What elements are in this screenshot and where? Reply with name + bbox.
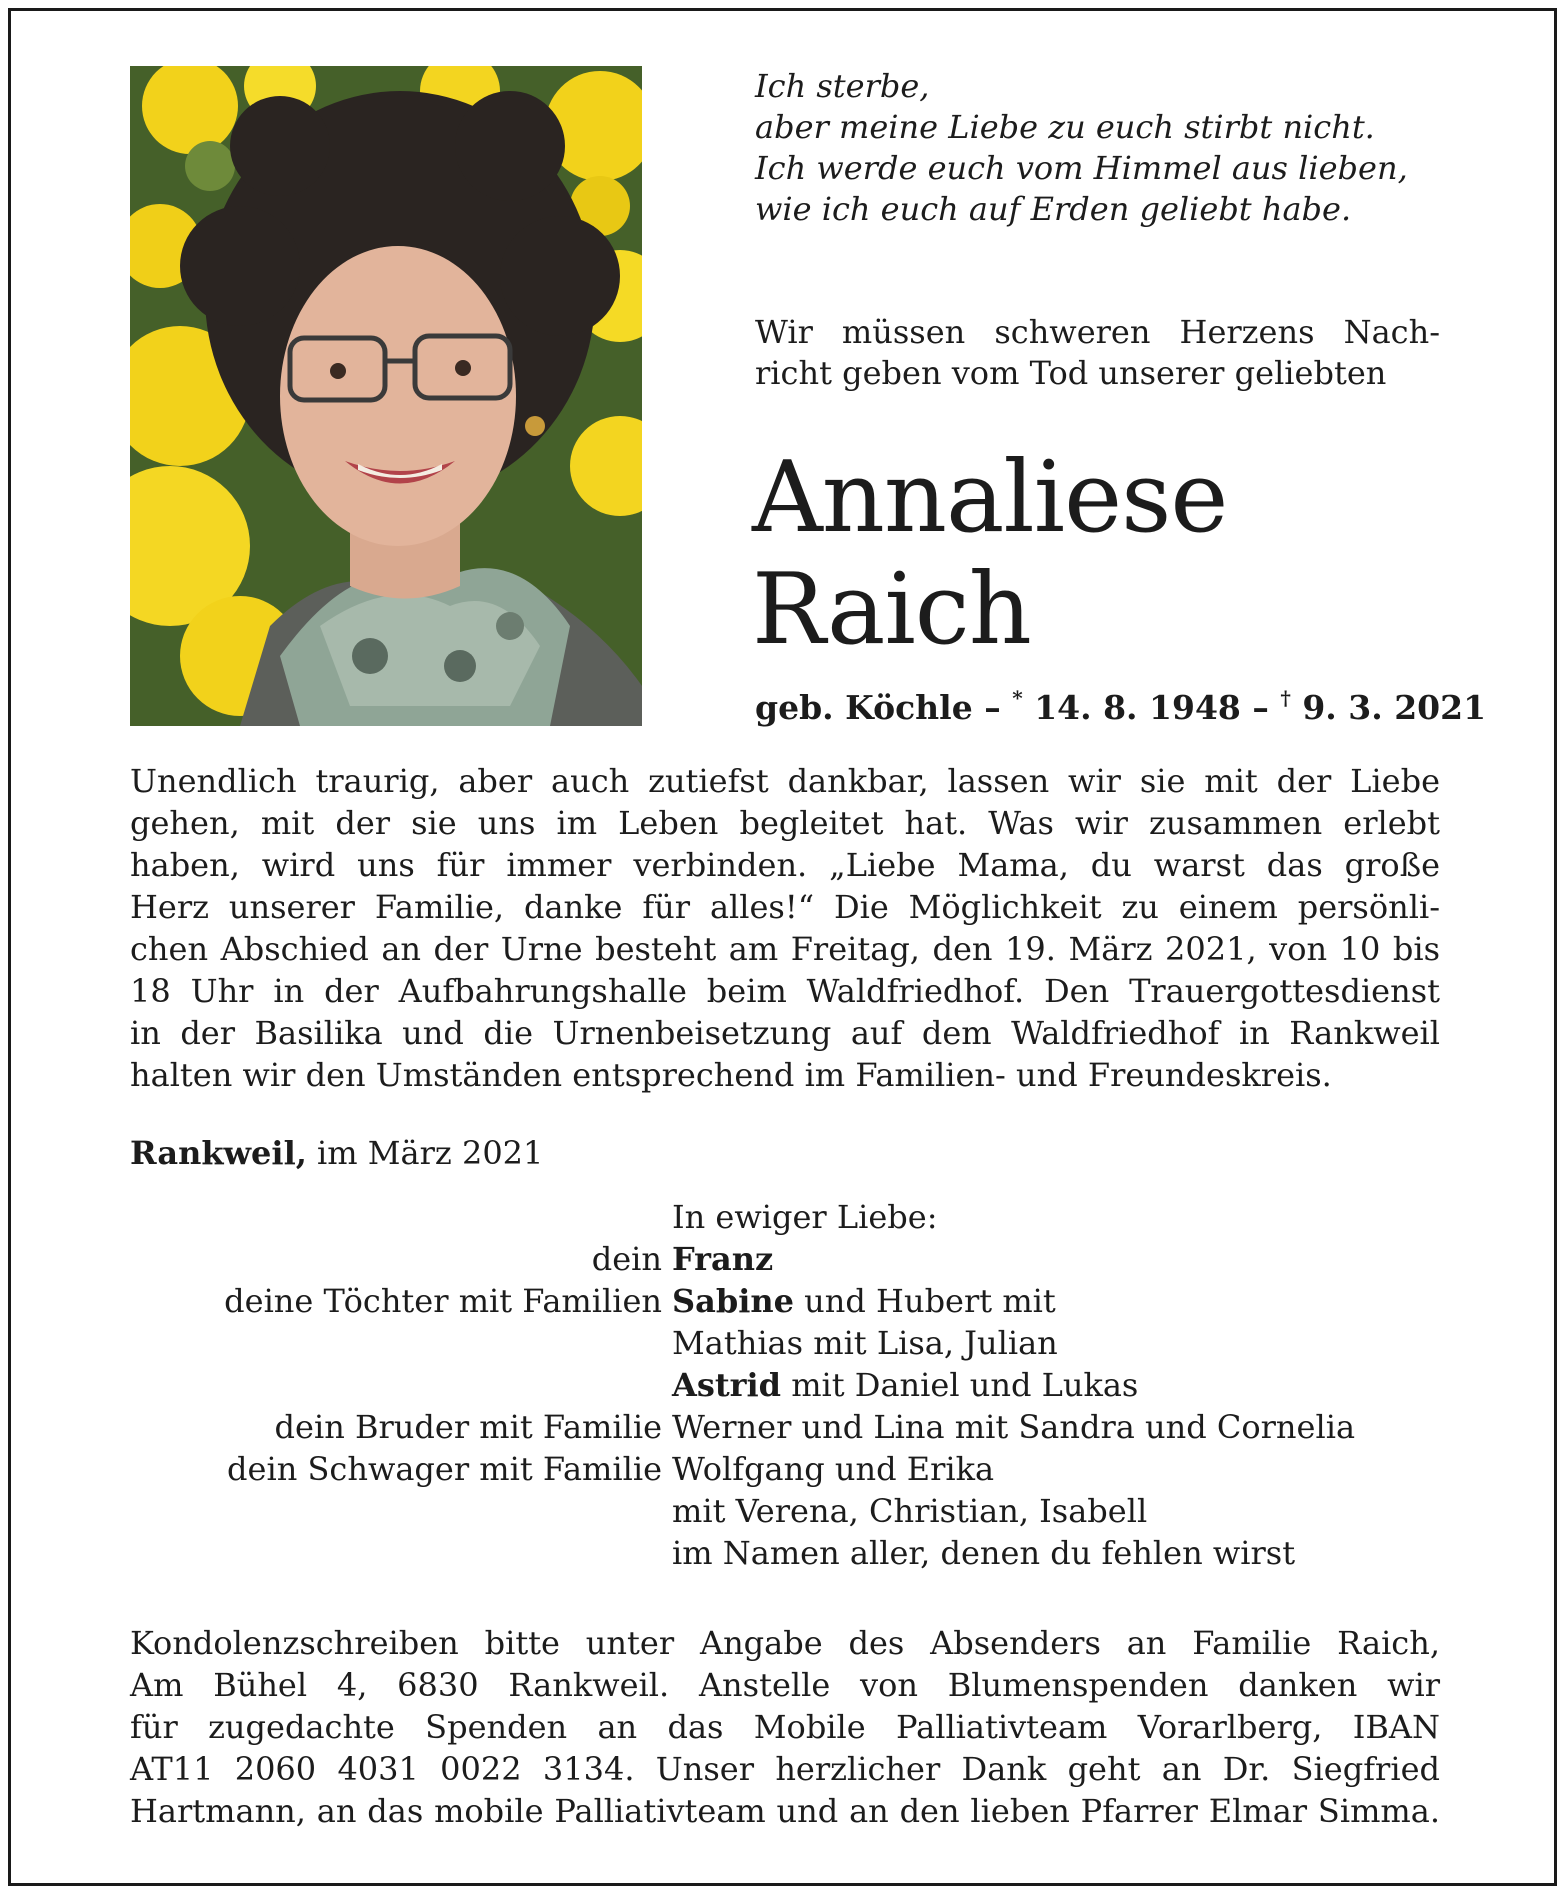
quote-line: Ich werde euch vom Himmel aus lieben, [755,149,1408,187]
quote-line: aber meine Liebe zu euch stirbt nicht. [755,108,1375,146]
text-line: für zugedachte Spenden an das Mobile Palliativteam Vorarlberg, IBAN [130,1708,1440,1746]
date-separator: – [984,688,1001,727]
text-line: AT11 2060 4031 0022 3134. Unser herzlicher Dank geht an Dr. Siegfried [130,1750,1440,1788]
mourner-relation [130,1490,672,1532]
last-name: Raich [752,553,1031,667]
text-line: haben, wird uns für immer verbinden. „Liebe Mama, du warst das große [130,846,1440,884]
quote-line: Ich sterbe, [755,67,930,105]
portrait-photo [130,66,642,726]
mourner-row [130,1406,1450,1448]
memorial-quote [755,66,1475,230]
mourner-detail: Wolfgang und Erika [672,1450,995,1488]
deceased-name [752,442,1227,666]
first-name: Annaliese [752,441,1228,555]
intro-line: richt geben vom Tod unserer geliebten [755,354,1387,392]
mourner-relation: dein Schwager mit Familie [227,1450,662,1488]
mourners-list [130,1196,1450,1574]
obituary-text [130,760,1440,1096]
text-line: 18 Uhr in der Aufbahrungshalle beim Waldfriedhof. Den Trauergottesdienst [130,972,1440,1010]
place-town: Rankweil, [130,1134,307,1172]
death-date: 9. 3. 2021 [1302,688,1487,727]
mourner-detail: mit Verena, Christian, Isabell [672,1492,1148,1530]
mourner-name: Astrid [672,1366,782,1404]
mourner-relation [130,1364,672,1406]
birth-date: 14. 8. 1948 [1034,688,1241,727]
mourner-row [130,1280,1450,1322]
text-line: Kondolenzschreiben bitte unter Angabe des Absenders an Familie Raich, [130,1624,1440,1662]
text-line: Am Bühel 4, 6830 Rankweil. Anstelle von Blumenspenden danken wir [130,1666,1440,1704]
mourner-relation [130,1532,672,1574]
mourner-detail: mit Daniel und Lukas [781,1366,1139,1404]
mourner-detail: und Hubert mit [794,1282,1056,1320]
text-line: gehen, mit der sie uns im Leben begleitet hat. Was wir zusammen erlebt [130,804,1440,842]
text-line: in der Basilika und die Urnenbeisetzung auf dem Waldfriedhof in Rankweil [130,1014,1440,1052]
mourner-relation: dein [591,1240,662,1278]
mourner-row [130,1322,1450,1364]
date-separator: – [1252,688,1269,727]
condolence-text [130,1622,1440,1832]
text-line: Hartmann, an das mobile Palliativteam und an den lieben Pfarrer Elmar Simma. [130,1792,1440,1830]
intro-line: Wir müssen schweren Herzens Nach- [755,313,1440,351]
mourner-relation [130,1322,672,1364]
place-month: im März 2021 [317,1134,544,1172]
place-date [130,1134,543,1172]
text-line: Unendlich traurig, aber auch zutiefst dankbar, lassen wir sie mit der Liebe [130,762,1440,800]
mourners-heading-row [130,1196,1450,1238]
text-line: chen Abschied an der Urne besteht am Freitag, den 19. März 2021, von 10 bis [130,930,1440,968]
quote-line: wie ich euch auf Erden geliebt habe. [755,190,1352,228]
mourner-row [130,1238,1450,1280]
mourner-name: Sabine [672,1282,794,1320]
death-marker: † [1280,686,1291,710]
mourners-heading: In ewiger Liebe: [672,1198,938,1236]
mourner-detail: im Namen aller, denen du fehlen wirst [672,1534,1296,1572]
mourner-relation: deine Töchter mit Familien [224,1282,662,1320]
birth-marker: * [1012,686,1023,710]
text-line: halten wir den Umständen entsprechend im Familien- und Freundeskreis. [130,1056,1332,1094]
text-line: Herz unserer Familie, danke für alles!“ Die Möglichkeit zu einem persönli- [130,888,1440,926]
mourner-relation: dein Bruder mit Familie [274,1408,662,1446]
mourner-name: Franz [672,1240,774,1278]
birth-name: geb. Köchle [755,688,973,727]
life-dates [755,686,1487,727]
mourner-row [130,1490,1450,1532]
announcement-intro [755,312,1440,394]
mourner-detail: Mathias mit Lisa, Julian [672,1324,1058,1362]
mourner-row [130,1364,1450,1406]
mourner-detail: Werner und Lina mit Sandra und Cornelia [672,1408,1356,1446]
mourner-row [130,1532,1450,1574]
mourner-row [130,1448,1450,1490]
